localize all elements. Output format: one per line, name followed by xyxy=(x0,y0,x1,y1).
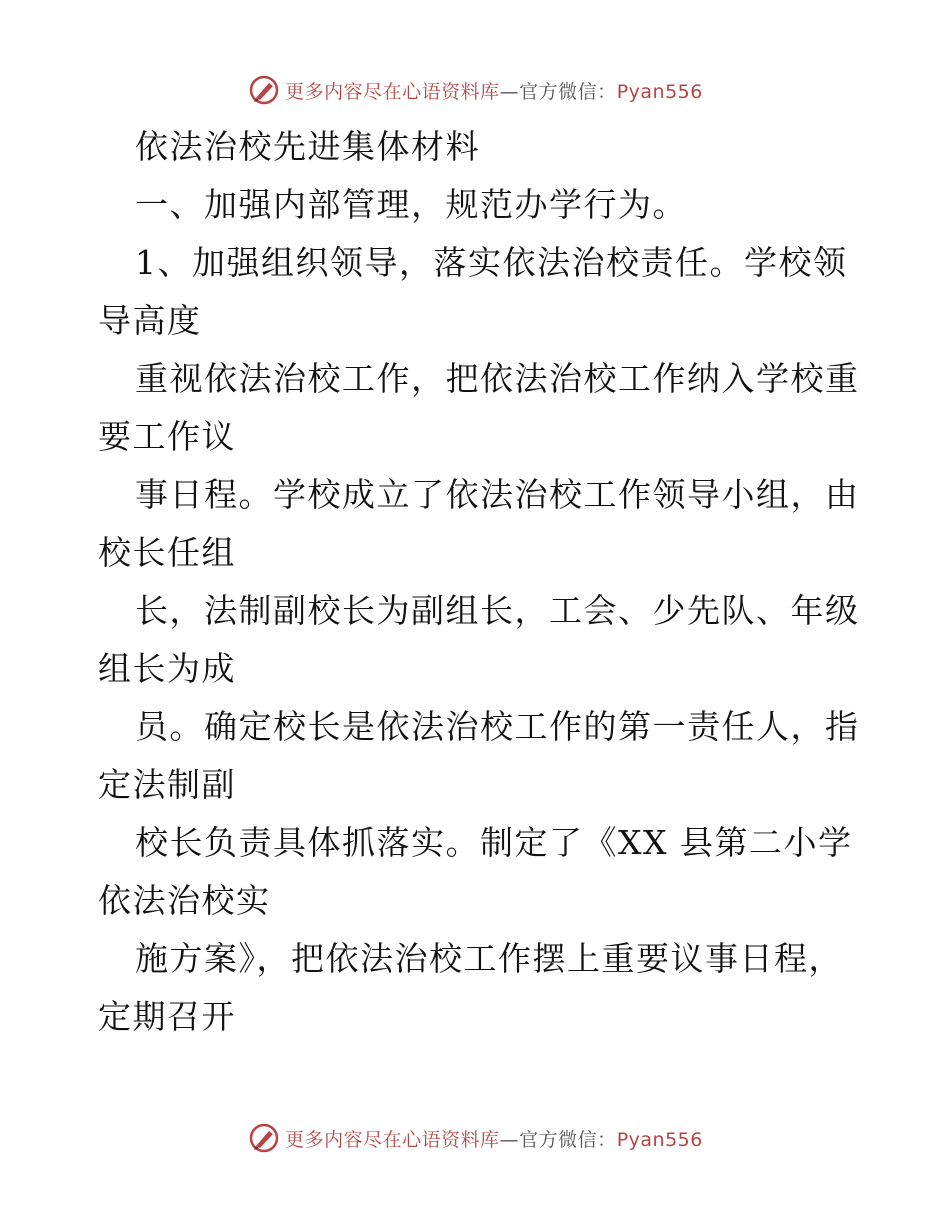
text-line: 导高度 xyxy=(98,301,202,340)
text-line: 组长为成 xyxy=(98,649,236,688)
text-line: 重视依法治校工作，把依法治校工作纳入学校重 xyxy=(135,359,860,398)
header-wechat-id: Pyan556 xyxy=(616,80,703,103)
header-text xyxy=(285,77,703,104)
text-line: 长，法制副校长为副组长，工会、少先队、年级 xyxy=(135,591,860,630)
footer-wechat-prefix: 官方微信： xyxy=(519,1128,617,1151)
header-separator: — xyxy=(499,80,520,103)
footer-separator: — xyxy=(499,1128,520,1151)
text-line: 依法治校先进集体材料 xyxy=(135,127,480,166)
text-line: 1、加强组织领导，落实依法治校责任。学校领 xyxy=(135,243,848,282)
header-wechat-prefix: 官方微信： xyxy=(519,80,617,103)
text-line: 施方案》，把依法治校工作摆上重要议事日程， xyxy=(135,939,843,978)
text-line: 要工作议 xyxy=(98,417,236,456)
text-line: 校长任组 xyxy=(98,533,236,572)
footer-text xyxy=(285,1125,703,1152)
text-line: 事日程。学校成立了依法治校工作领导小组，由 xyxy=(135,475,860,514)
footer-wechat-id: Pyan556 xyxy=(616,1128,703,1151)
text-line: 定期召开 xyxy=(98,997,236,1036)
pen-logo-icon xyxy=(247,1121,281,1155)
document-body xyxy=(98,118,858,1046)
footer-title: 更多内容尽在心语资料库 xyxy=(285,1128,500,1151)
footer-banner xyxy=(0,1118,950,1158)
text-line: 员。确定校长是依法治校工作的第一责任人，指 xyxy=(135,707,860,746)
text-line: 依法治校实 xyxy=(98,881,271,920)
text-line: 校长负责具体抓落实。制定了《XX 县第二小学 xyxy=(135,823,853,862)
header-title: 更多内容尽在心语资料库 xyxy=(285,80,500,103)
header-banner xyxy=(0,70,950,110)
text-line: 定法制副 xyxy=(98,765,236,804)
pen-logo-icon xyxy=(247,73,281,107)
text-line: 一、加强内部管理，规范办学行为。 xyxy=(135,185,687,224)
